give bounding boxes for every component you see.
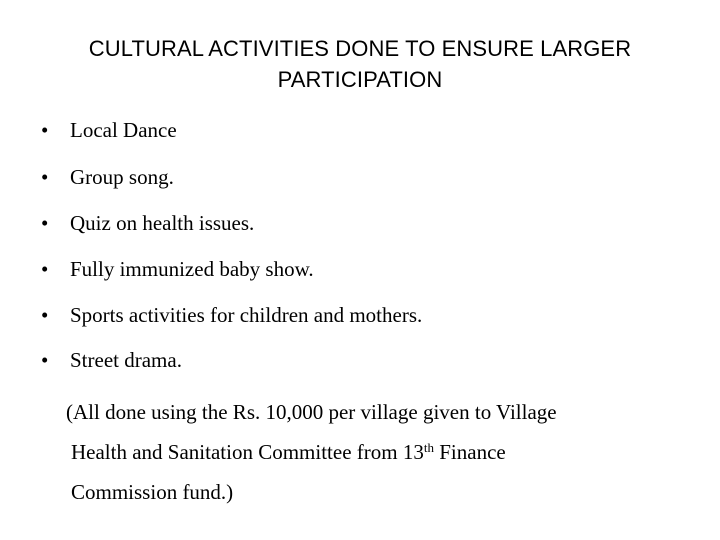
list-item-text: Sports activities for children and mothers.	[70, 303, 423, 327]
list-item-text: Group song.	[70, 165, 174, 189]
bullet-icon: •	[41, 257, 49, 281]
list-item	[41, 346, 182, 374]
ordinal-suffix: th	[423, 440, 434, 455]
list-item	[41, 116, 177, 144]
list-item-text: Street drama.	[70, 348, 182, 372]
note-line-2-tail: Finance	[433, 440, 506, 464]
bullet-icon: •	[41, 165, 49, 189]
bullet-icon: •	[41, 348, 49, 372]
bullet-icon: •	[41, 303, 49, 327]
list-item	[41, 301, 422, 329]
title-line-1: CULTURAL ACTIVITIES DONE TO ENSURE LARGER	[88, 36, 632, 61]
list-item	[41, 209, 254, 237]
note-line-2-text: Health and Sanitation Committee from 13	[71, 440, 424, 464]
title-line-2: PARTICIPATION	[277, 67, 443, 92]
list-item-text: Local Dance	[70, 118, 177, 142]
list-item-text: Fully immunized baby show.	[70, 257, 314, 281]
list-item	[41, 255, 314, 283]
note-line-2	[66, 432, 557, 472]
list-item-text: Quiz on health issues.	[70, 211, 255, 235]
note-line-3: Commission fund.)	[71, 480, 234, 504]
bullet-icon: •	[41, 118, 49, 142]
note-line-1: (All done using the Rs. 10,000 per village given to Village	[66, 400, 557, 424]
funding-note	[66, 392, 557, 512]
bullet-icon: •	[41, 211, 49, 235]
list-item	[41, 163, 174, 191]
